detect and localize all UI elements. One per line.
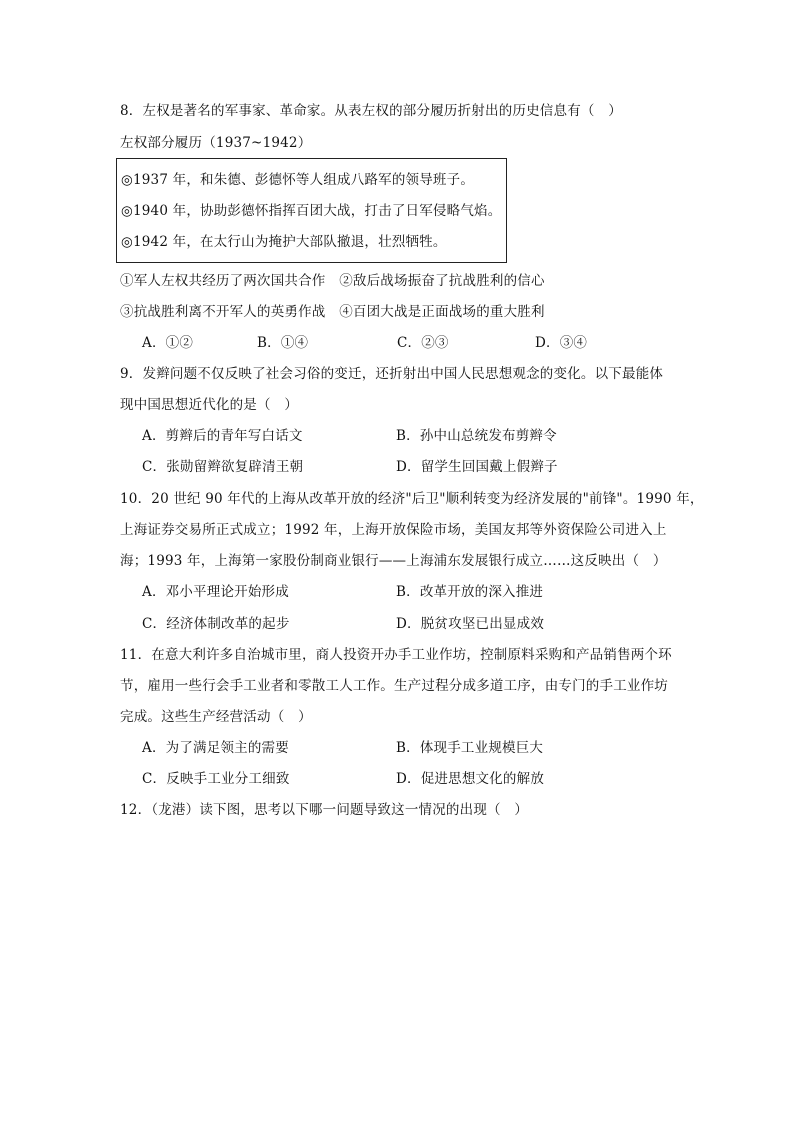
q8-option-c: C．②③ [397, 335, 449, 351]
q10-stem-3: 海；1993 年，上海第一家股份制商业银行——上海浦东发展银行成立……这反映出（ ） [120, 553, 667, 569]
q8-box-line: ◎1942 年，在太行山为掩护大部队撤退，壮烈牺牲。 [121, 234, 447, 250]
q11-option-c: C．反映手工业分工细致 [142, 771, 290, 787]
q11-stem-1: 11．在意大利许多自治城市里，商人投资开办手工业作坊，控制原料采购和产品销售两个环 [120, 647, 672, 663]
q9-option-c: C．张勋留辫欲复辟清王朝 [142, 459, 304, 475]
q9-stem-2: 现中国思想近代化的是（ ） [120, 397, 299, 413]
q11-stem-3: 完成。这些生产经营活动（ ） [120, 709, 312, 725]
q9-option-a: A．剪辫后的青年写白话文 [142, 428, 303, 444]
q8-option-d: D．③④ [535, 335, 588, 351]
q9-option-b: B．孙中山总统发布剪辫令 [396, 428, 557, 444]
q8-box-line: ◎1940 年，协助彭德怀指挥百团大战，打击了日军侵略气焰。 [121, 203, 502, 219]
q8-box-line: ◎1937 年，和朱德、彭德怀等人组成八路军的领导班子。 [121, 172, 475, 188]
q8-option-b: B．①④ [257, 335, 309, 351]
q8-option-a: A．①② [142, 335, 194, 351]
q10-stem-2: 上海证券交易所正式成立；1992 年，上海开放保险市场，美国友邦等外资保险公司进入上 [120, 522, 667, 538]
q11-option-b: B．体现手工业规模巨大 [396, 740, 544, 756]
q10-option-b: B．改革开放的深入推进 [396, 584, 544, 600]
q10-stem-1: 10．20 世纪 90 年代的上海从改革开放的经济"后卫"顺利转变为经济发展的"前锋"。1990 年， [120, 491, 704, 507]
q10-option-c: C．经济体制改革的起步 [142, 616, 290, 632]
q8-statements-1: ①军人左权共经历了两次国共合作 ②敌后战场振奋了抗战胜利的信心 [120, 273, 545, 289]
q11-option-d: D．促进思想文化的解放 [396, 771, 545, 787]
q8-statements-2: ③抗战胜利离不开军人的英勇作战 ④百团大战是正面战场的重大胜利 [120, 304, 545, 320]
q10-option-a: A．邓小平理论开始形成 [142, 584, 289, 600]
q8-resume-box [116, 158, 507, 263]
q8-stem: 8．左权是著名的军事家、革命家。从表左权的部分履历折射出的历史信息有（ ） [120, 103, 622, 119]
q9-stem-1: 9．发辫问题不仅反映了社会习俗的变迁，还折射出中国人民思想观念的变化。以下最能体 [120, 366, 664, 382]
q11-option-a: A．为了满足领主的需要 [142, 740, 289, 756]
q12-stem: 12．（龙港）读下图，思考以下哪一问题导致这一情况的出现（ ） [120, 802, 529, 818]
q11-stem-2: 节，雇用一些行会手工业者和零散工人工作。生产过程分成多道工序，由专门的手工业作坊 [120, 678, 668, 694]
q8-table-title: 左权部分履历（1937~1942） [120, 135, 312, 151]
q9-option-d: D．留学生回国戴上假辫子 [396, 459, 558, 475]
q10-option-d: D．脱贫攻坚已出显成效 [396, 616, 545, 632]
